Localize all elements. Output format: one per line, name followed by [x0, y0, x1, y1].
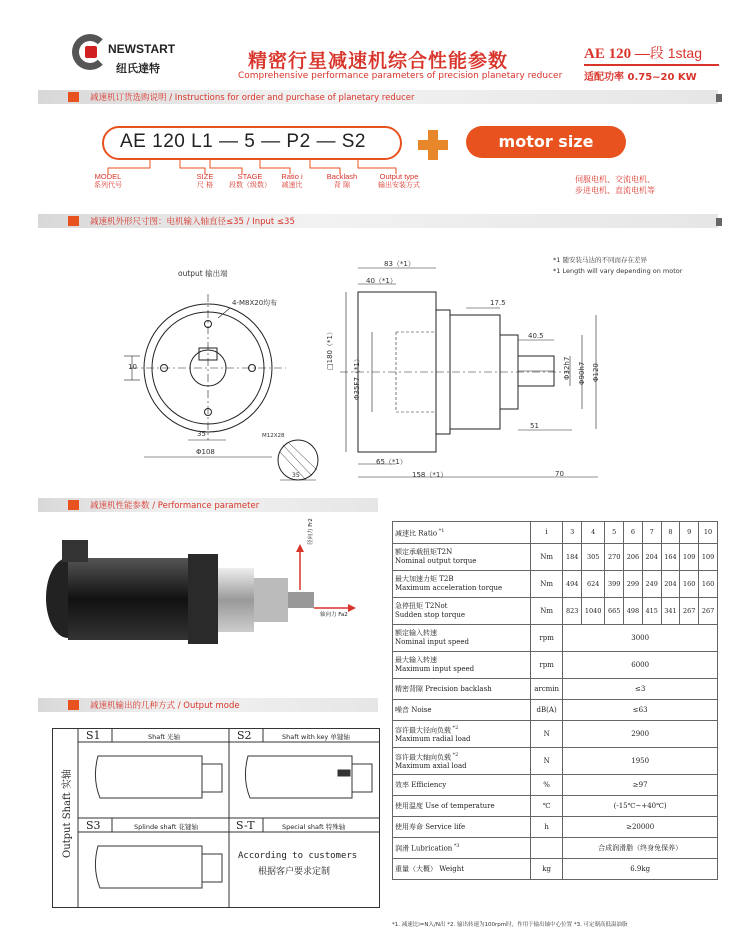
dim-70: 70: [555, 470, 564, 478]
code-label-ratio: Ratio i 减速比: [281, 172, 303, 189]
section-bar-performance: [38, 498, 378, 512]
dim-83: 83（*1）: [384, 260, 415, 268]
param-value-cell: 109: [699, 544, 718, 571]
section-bar-output-mode: [38, 698, 378, 712]
code-label-model: MODEL 系列代号: [94, 172, 122, 189]
section-square-icon: [68, 700, 79, 710]
param-unit-cell: N: [530, 748, 562, 775]
table-row: [393, 652, 718, 679]
mode-s3: S3: [86, 819, 101, 832]
table-row: [393, 544, 718, 571]
table-row: [393, 859, 718, 880]
model-stage: 段 1stag: [649, 45, 702, 61]
table-footnote: *1. 减速比i=N入/N出 *2. 输出转速为100rpm时，作用于输出轴中心位置 *3. 可定制高低温油脂: [392, 922, 628, 928]
dim-90h7: Φ90h7: [578, 361, 586, 385]
ratio-value-cell: 8: [661, 522, 680, 544]
dim-key: M12X28: [262, 433, 285, 439]
param-unit-cell: rpm: [530, 625, 562, 652]
ratio-value-cell: 3: [563, 522, 582, 544]
output-mode-grid: [52, 728, 380, 908]
dim-17-5: 17.5: [490, 299, 506, 307]
table-row: [393, 748, 718, 775]
param-label-cell: 额定承载扭矩T2N Nominal output torque: [393, 544, 531, 571]
param-value-cell: 206: [624, 544, 643, 571]
mode-s1: S1: [86, 729, 101, 742]
page-title-cn: 精密行星减速机综合性能参数: [248, 50, 509, 72]
param-value-cell: 415: [642, 598, 661, 625]
dim-10: 10: [128, 363, 137, 371]
param-value-cell: 341: [661, 598, 680, 625]
code-label-stage: STAGE 段数（级数）: [229, 172, 271, 189]
param-unit-cell: Nm: [530, 598, 562, 625]
code-label-backlash: Backlash 背 隙: [326, 172, 358, 189]
dim-40: 40（*1）: [366, 277, 397, 285]
param-value-cell: 494: [563, 571, 582, 598]
table-row: [393, 796, 718, 817]
param-label-cell: 最大加速力矩 T2B Maximum acceleration torque: [393, 571, 531, 598]
dim-180: □180（*1）: [326, 328, 334, 370]
param-value-cell: 267: [680, 598, 699, 625]
ratio-unit-cell: i: [530, 522, 562, 544]
model-main: AE 120 —: [584, 46, 650, 62]
param-value-cell: 267: [699, 598, 718, 625]
param-value-cell: 1040: [582, 598, 605, 625]
param-unit-cell: arcmin: [530, 679, 562, 700]
table-row: [393, 775, 718, 796]
section-title-dimension: 减速机外形尺寸图：电机输入轴直径≤35 / Input ≤35: [90, 217, 295, 227]
param-unit-cell: rpm: [530, 652, 562, 679]
param-unit-cell: Nm: [530, 571, 562, 598]
param-value-cell: ≥20000: [563, 817, 718, 838]
note-cn: *1 随安装马达的不同而存在差异: [553, 256, 647, 264]
param-value-cell: 160: [680, 571, 699, 598]
section-bar-order: [38, 90, 718, 104]
ratio-value-cell: 4: [582, 522, 605, 544]
param-value-cell: 823: [563, 598, 582, 625]
param-label-cell: 使用温度 Use of temperature: [393, 796, 531, 817]
table-row: [393, 625, 718, 652]
output-label: output 输出端: [178, 269, 228, 278]
table-row: [393, 700, 718, 721]
dim-40-5: 40.5: [528, 332, 544, 340]
section-title-order: 减速机订货选购说明 / Instructions for order and purchase of planetary reducer: [90, 93, 415, 103]
radial-force-label: 径向力 Fr2: [308, 518, 314, 545]
mode-s3-desc: Splinde shaft 花键轴: [134, 823, 198, 831]
dim-35: 35: [197, 430, 206, 438]
param-label-cell: 额定输入转速 Nominal input speed: [393, 625, 531, 652]
param-label-cell: 噪音 Noise: [393, 700, 531, 721]
dim-32h7: Φ32h7: [563, 356, 571, 380]
param-value-cell: 399: [605, 571, 624, 598]
model-power: 适配功率 0.75~20 KW: [584, 72, 697, 83]
param-value-cell: 249: [642, 571, 661, 598]
mode-s1-desc: Shaft 光轴: [148, 733, 181, 741]
motor-types: 伺服电机、交流电机、 步进电机、直流电机等: [575, 175, 655, 195]
table-row: [393, 721, 718, 748]
param-value-cell: 270: [605, 544, 624, 571]
dim-bolt: 4-M8X20均布: [232, 299, 278, 307]
param-unit-cell: dB(A): [530, 700, 562, 721]
mode-st: S-T: [236, 819, 255, 832]
param-value-cell: 498: [624, 598, 643, 625]
param-value-cell: 109: [680, 544, 699, 571]
performance-table: [392, 521, 718, 880]
brand-name-cn: 纽氏達特: [116, 62, 160, 75]
plus-icon-bar: [418, 140, 448, 150]
brand-name: NEWSTART: [108, 42, 176, 56]
motor-size-pill: motor size: [466, 126, 626, 158]
param-value-cell: 204: [642, 544, 661, 571]
brand-logo: [72, 34, 192, 80]
param-value-cell: 164: [661, 544, 680, 571]
section-square-icon: [68, 216, 79, 226]
model-badge: [584, 43, 719, 83]
dim-51: 51: [530, 422, 539, 430]
section-end-marker: [716, 94, 722, 102]
custom-cn: 根据客户要求定制: [258, 867, 331, 877]
param-label-cell: 容许最大轴向负载 $^{*2}$ Maximum axial load: [393, 748, 531, 775]
param-value-cell: 624: [582, 571, 605, 598]
ratio-value-cell: 7: [642, 522, 661, 544]
ratio-label-cell: 减速比 Ratio $^{*1}$: [393, 522, 531, 544]
param-value-cell: 合成润滑脂（终身免保养）: [563, 838, 718, 859]
param-value-cell: ≤3: [563, 679, 718, 700]
note-en: *1 Length will vary depending on motor: [553, 267, 683, 275]
param-unit-cell: [530, 838, 562, 859]
model-code: AE 120 L1 — 5 — P2 — S2: [120, 131, 366, 152]
dim-120: Φ120: [592, 363, 600, 382]
dim-35f7: Φ35F7（*1）: [353, 355, 361, 400]
param-label-cell: 精密背隙 Precision backlash: [393, 679, 531, 700]
param-value-cell: 204: [661, 571, 680, 598]
ratio-value-cell: 6: [624, 522, 643, 544]
dim-108: Φ108: [196, 448, 215, 456]
param-unit-cell: ℃: [530, 796, 562, 817]
mode-s2-desc: Shaft with key 单键轴: [282, 733, 350, 741]
param-unit-cell: N: [530, 721, 562, 748]
param-value-cell: 3000: [563, 625, 718, 652]
param-value-cell: 6000: [563, 652, 718, 679]
dim-key-width: 35: [292, 472, 300, 479]
param-value-cell: 305: [582, 544, 605, 571]
param-value-cell: 160: [699, 571, 718, 598]
param-value-cell: 665: [605, 598, 624, 625]
table-row: [393, 571, 718, 598]
param-label-cell: 重量（大概） Weight: [393, 859, 531, 880]
custom-en: According to customers: [238, 851, 358, 861]
logo-dot-icon: [85, 46, 97, 58]
param-value-cell: 2900: [563, 721, 718, 748]
param-value-cell: 299: [624, 571, 643, 598]
code-label-size: SIZE 尺 格: [196, 172, 214, 189]
section-bar-dimension: [38, 214, 718, 228]
param-value-cell: 6.9kg: [563, 859, 718, 880]
param-label-cell: 急停扭矩 T2Not Sudden stop torque: [393, 598, 531, 625]
mode-s2: S2: [237, 729, 252, 742]
table-row: [393, 817, 718, 838]
param-value-cell: 1950: [563, 748, 718, 775]
param-value-cell: (-15℃~+40℃): [563, 796, 718, 817]
param-unit-cell: h: [530, 817, 562, 838]
dim-158: 158（*1）: [412, 471, 448, 479]
param-unit-cell: %: [530, 775, 562, 796]
ratio-value-cell: 10: [699, 522, 718, 544]
table-row: [393, 838, 718, 859]
param-unit-cell: Nm: [530, 544, 562, 571]
param-label-cell: 容许最大径向负载 $^{*2}$ Maximum radial load: [393, 721, 531, 748]
param-label-cell: 润滑 Lubrication $^{*3}$: [393, 838, 531, 859]
table-row: [393, 679, 718, 700]
table-row: [393, 522, 718, 544]
section-title-performance: 减速机性能参数 / Performance parameter: [90, 501, 260, 511]
code-label-output-type: Output type 输出安装方式: [378, 172, 420, 189]
param-value-cell: ≤63: [563, 700, 718, 721]
ratio-value-cell: 5: [605, 522, 624, 544]
page-title-en: Comprehensive performance parameters of precision planetary reducer: [238, 71, 563, 81]
section-end-marker: [716, 218, 722, 226]
section-square-icon: [68, 500, 79, 510]
param-unit-cell: kg: [530, 859, 562, 880]
param-label-cell: 最大输入转速 Maximum input speed: [393, 652, 531, 679]
section-title-output-mode: 减速机输出的几种方式 / Output mode: [90, 701, 240, 711]
param-label-cell: 使用寿命 Service life: [393, 817, 531, 838]
dim-65: 65（*1）: [376, 458, 407, 466]
param-label-cell: 效率 Efficiency: [393, 775, 531, 796]
param-value-cell: 184: [563, 544, 582, 571]
section-square-icon: [68, 92, 79, 102]
param-value-cell: ≥97: [563, 775, 718, 796]
table-row: [393, 598, 718, 625]
mode-st-desc: Special shaft 特殊轴: [282, 823, 346, 831]
axial-force-label: 轴向力 Fa2: [320, 612, 348, 618]
ratio-value-cell: 9: [680, 522, 699, 544]
output-shaft-label: Output Shaft 实轴: [62, 769, 73, 858]
